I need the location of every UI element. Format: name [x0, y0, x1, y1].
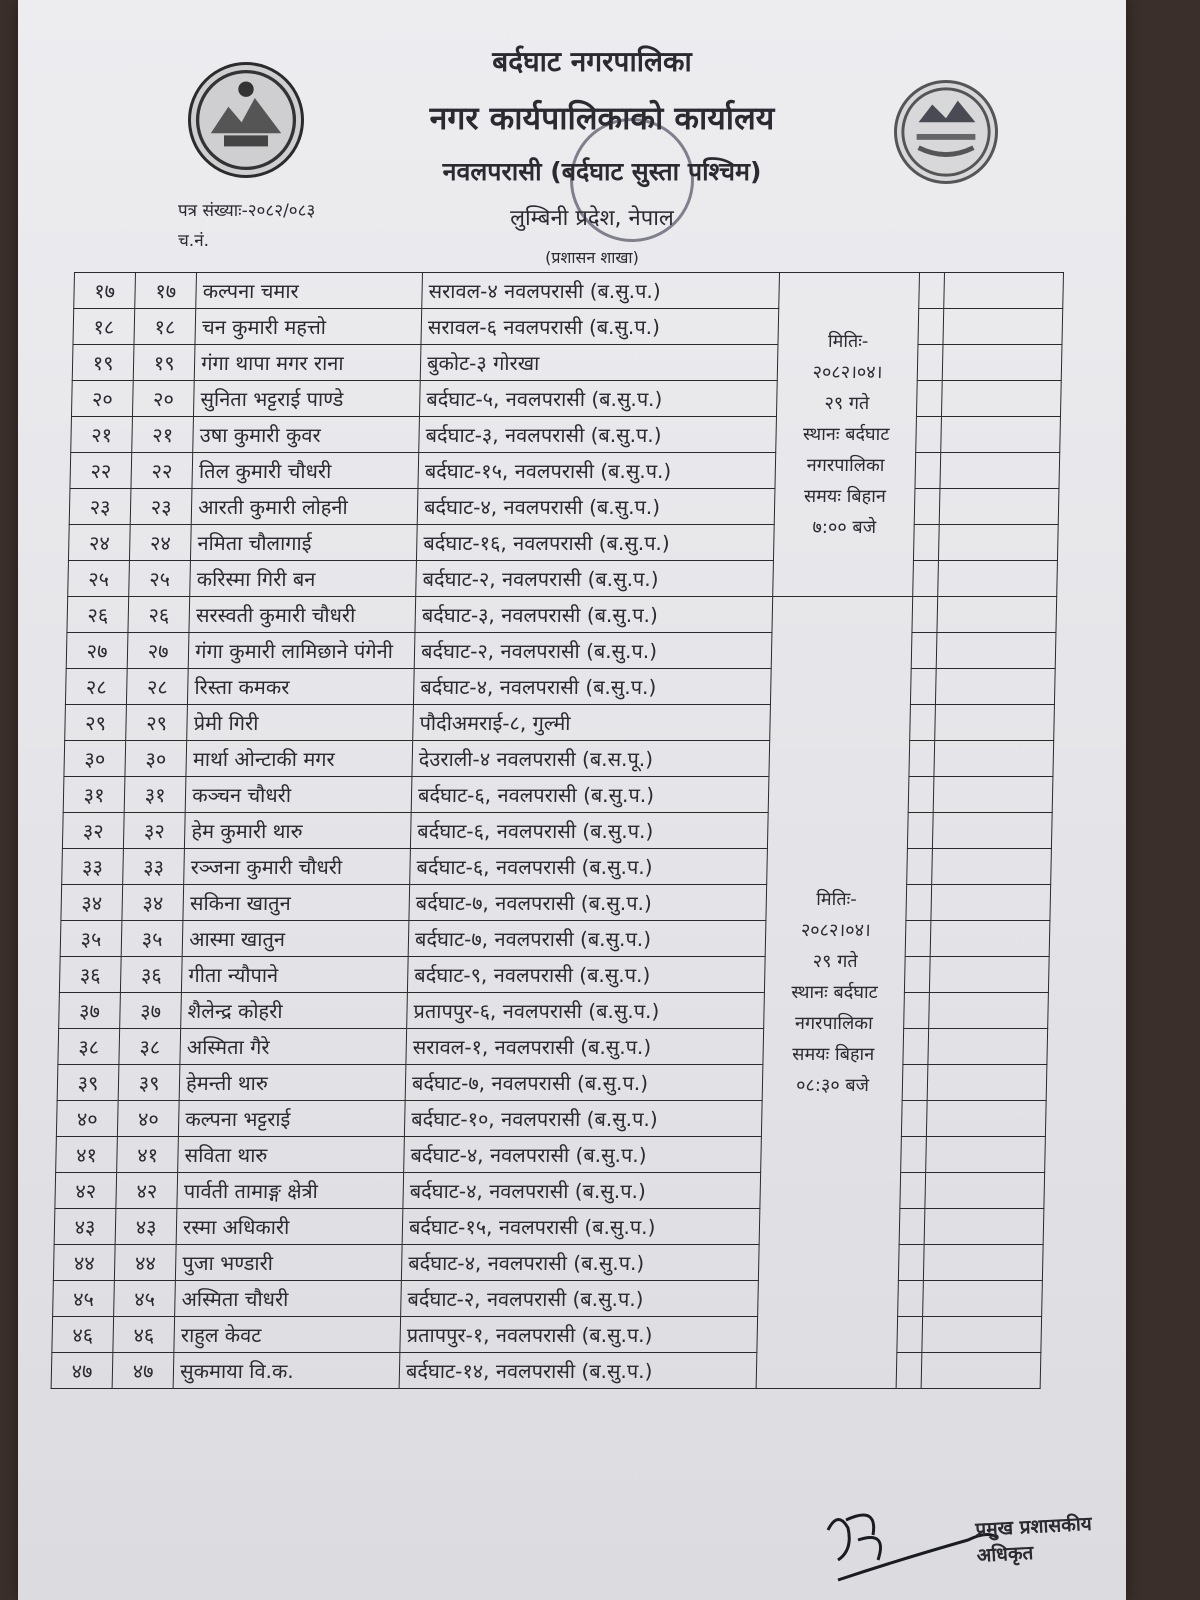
serial-number-cell: ३२: [62, 813, 124, 849]
candidate-address-cell: बर्दघाट-१६, नवलपरासी (ब.सु.प.): [416, 525, 774, 561]
candidate-address-cell: बर्दघाट-७, नवलपरासी (ब.सु.प.): [409, 885, 767, 921]
signature-cell: [944, 273, 1064, 309]
serial-number-cell: २९: [65, 705, 127, 741]
candidate-address-cell: बर्दघाट-९, नवलपरासी (ब.सु.प.): [407, 957, 765, 993]
signature-cell: [925, 1173, 1045, 1209]
signature-cell: [924, 1209, 1044, 1245]
blank-cell: [905, 957, 930, 993]
candidate-address-cell: बर्दघाट-६, नवलपरासी (ब.सु.प.): [410, 849, 768, 885]
candidate-address-cell: बर्दघाट-२, नवलपरासी (ब.सु.प.): [416, 561, 774, 597]
candidate-address-cell: प्रतापपुर-१, नवलपरासी (ब.सु.प.): [400, 1317, 758, 1353]
candidate-name-cell: पार्वती तामाङ्ग क्षेत्री: [177, 1173, 404, 1209]
roll-number-cell: २५: [129, 561, 191, 597]
roll-number-cell: २६: [128, 597, 190, 633]
serial-number-cell: ४३: [54, 1209, 116, 1245]
candidate-name-cell: सुकमाया वि.क.: [173, 1353, 400, 1389]
candidate-name-cell: गीता न्यौपाने: [182, 957, 409, 993]
candidate-address-cell: बर्दघाट-४, नवलपरासी (ब.सु.प.): [417, 489, 775, 525]
candidate-name-cell: सरस्वती कुमारी चौधरी: [189, 597, 416, 633]
roll-number-cell: २२: [131, 453, 193, 489]
signature-cell: [922, 1317, 1042, 1353]
table-row: [67, 597, 1057, 633]
candidate-name-cell: हेमन्ती थारु: [179, 1065, 406, 1101]
roll-number-cell: ३०: [125, 741, 187, 777]
municipality-name: बर्दघाट नगरपालिका: [492, 45, 692, 78]
candidate-name-cell: राहुल केवट: [174, 1317, 401, 1353]
district-line: नवलपरासी (बर्दघाट सुस्ता पश्चिम): [442, 157, 762, 186]
signature-cell: [935, 705, 1055, 741]
signature-cell: [923, 1245, 1043, 1281]
blank-cell: [903, 1029, 928, 1065]
candidate-name-cell: कञ्चन चौधरी: [185, 777, 412, 813]
serial-number-cell: २५: [68, 561, 130, 597]
candidate-address-cell: बर्दघाट-२, नवलपरासी (ब.सु.प.): [401, 1281, 759, 1317]
office-name: नगर कार्यपालिकाको कार्यालय: [429, 99, 775, 137]
candidate-address-cell: सरावल-१, नवलपरासी (ब.सु.प.): [406, 1029, 764, 1065]
roll-number-cell: ४३: [115, 1209, 177, 1245]
schedule-line: ७:०० बजे: [812, 517, 877, 538]
roll-number-cell: २०: [133, 381, 195, 417]
roll-number-cell: ३५: [121, 921, 183, 957]
blank-cell: [910, 705, 935, 741]
serial-number-cell: २८: [65, 669, 127, 705]
candidate-name-cell: सकिना खातुन: [183, 885, 410, 921]
blank-cell: [917, 381, 942, 417]
blank-cell: [902, 1065, 927, 1101]
candidate-address-cell: बर्दघाट-७, नवलपरासी (ब.सु.प.): [405, 1065, 763, 1101]
roll-number-cell: २१: [132, 417, 194, 453]
serial-number-cell: ३९: [57, 1065, 119, 1101]
candidate-name-cell: अस्मिता गैरे: [180, 1029, 407, 1065]
blank-cell: [914, 525, 939, 561]
serial-number-cell: ४७: [51, 1353, 113, 1389]
candidate-name-cell: कल्पना चमार: [196, 273, 423, 309]
signature-cell: [932, 813, 1052, 849]
signature-cell: [933, 777, 1053, 813]
blank-cell: [911, 669, 936, 705]
candidate-address-cell: बुकोट-३ गोरखा: [420, 345, 778, 381]
candidate-name-cell: मार्था ओन्टाकी मगर: [186, 741, 413, 777]
blank-cell: [899, 1245, 924, 1281]
serial-number-cell: १७: [74, 273, 136, 309]
signature-cell: [939, 489, 1059, 525]
roll-number-cell: ३३: [123, 849, 185, 885]
roll-number-cell: ४०: [117, 1101, 179, 1137]
candidate-name-cell: करिस्मा गिरी बन: [190, 561, 417, 597]
serial-number-cell: ४५: [53, 1281, 115, 1317]
blank-cell: [899, 1209, 924, 1245]
serial-number-cell: २०: [71, 381, 133, 417]
document-page: [18, 0, 1126, 1600]
signature-cell: [937, 597, 1057, 633]
signature-cell: [941, 417, 1061, 453]
candidate-name-cell: आरती कुमारी लोहनी: [191, 489, 418, 525]
serial-number-cell: ४४: [53, 1245, 115, 1281]
blank-cell: [897, 1317, 922, 1353]
serial-number-cell: ४०: [56, 1101, 118, 1137]
signature-cell: [938, 525, 1058, 561]
serial-number-cell: २६: [67, 597, 129, 633]
serial-number-cell: ४६: [52, 1317, 114, 1353]
signature-cell: [935, 669, 1055, 705]
blank-cell: [909, 777, 934, 813]
signature-cell: [929, 957, 1049, 993]
candidate-name-cell: हेम कुमारी थारु: [185, 813, 412, 849]
roll-number-cell: १७: [135, 273, 197, 309]
signature-cell: [934, 741, 1054, 777]
candidate-address-cell: बर्दघाट-७, नवलपरासी (ब.सु.प.): [408, 921, 766, 957]
roll-number-cell: ४५: [114, 1281, 176, 1317]
candidate-address-cell: देउराली-४ नवलपरासी (ब.स.पू.): [412, 741, 770, 777]
table-row: [74, 273, 1064, 309]
serial-number-cell: ४१: [56, 1137, 118, 1173]
candidate-address-cell: बर्दघाट-४, नवलपरासी (ब.सु.प.): [401, 1245, 759, 1281]
schedule-line: नगरपालिका: [794, 1013, 873, 1034]
signature-cell: [923, 1281, 1043, 1317]
candidate-name-cell: चन कुमारी महत्तो: [195, 309, 422, 345]
roll-number-cell: २८: [127, 669, 189, 705]
serial-number-cell: ३४: [61, 885, 123, 921]
candidate-name-cell: गंगा कुमारी लामिछाने पंगेनी: [188, 633, 415, 669]
candidate-address-cell: बर्दघाट-१४, नवलपरासी (ब.सु.प.): [399, 1353, 757, 1389]
serial-number-cell: ३१: [63, 777, 125, 813]
roll-number-cell: ३२: [124, 813, 186, 849]
candidate-address-cell: सरावल-४ नवलपरासी (ब.सु.प.): [422, 273, 780, 309]
reference-number: पत्र संख्याः-२०८२/०८३: [178, 201, 316, 221]
candidate-address-cell: बर्दघाट-२, नवलपरासी (ब.सु.प.): [414, 633, 772, 669]
candidate-address-cell: बर्दघाट-१०, नवलपरासी (ब.सु.प.): [404, 1101, 762, 1137]
signature-cell: [943, 309, 1063, 345]
blank-cell: [907, 849, 932, 885]
schedule-line: समयः बिहान: [803, 486, 887, 507]
signature-cell: [941, 381, 1061, 417]
candidate-address-cell: प्रतापपुर-६, नवलपरासी (ब.सु.प.): [407, 993, 765, 1029]
blank-cell: [896, 1353, 921, 1389]
serial-number-cell: ३७: [59, 993, 121, 1029]
candidate-name-cell: पुजा भण्डारी: [176, 1245, 403, 1281]
province-line: लुम्बिनी प्रदेश, नेपाल: [510, 206, 674, 231]
signature-cell: [932, 849, 1052, 885]
roll-number-cell: १९: [133, 345, 195, 381]
roll-number-cell: ३९: [118, 1065, 180, 1101]
candidate-name-cell: रिस्ता कमकर: [188, 669, 415, 705]
roll-number-cell: ३७: [120, 993, 182, 1029]
branch-line: (प्रशासन शाखा): [545, 248, 639, 267]
candidate-name-cell: रञ्जना कुमारी चौधरी: [184, 849, 411, 885]
exam-schedule-cell: [756, 597, 913, 1389]
roll-number-cell: ३४: [122, 885, 184, 921]
signature-cell: [927, 1065, 1047, 1101]
roll-number-cell: ४७: [112, 1353, 174, 1389]
blank-cell: [901, 1137, 926, 1173]
blank-cell: [898, 1281, 923, 1317]
blank-cell: [918, 309, 943, 345]
signature-cell: [938, 561, 1058, 597]
serial-number-cell: २४: [68, 525, 130, 561]
roll-number-cell: ४१: [117, 1137, 179, 1173]
blank-cell: [919, 273, 944, 309]
roll-number-cell: ४४: [114, 1245, 176, 1281]
blank-cell: [906, 885, 931, 921]
blank-cell: [908, 813, 933, 849]
roll-number-cell: ३६: [121, 957, 183, 993]
schedule-line: २०८२।०४।: [812, 362, 883, 383]
candidate-name-cell: अस्मिता चौधरी: [175, 1281, 402, 1317]
signature-cell: [940, 453, 1060, 489]
roll-number-cell: २३: [130, 489, 192, 525]
blank-cell: [900, 1173, 925, 1209]
roll-number-cell: ४२: [116, 1173, 178, 1209]
candidate-name-cell: सविता थारु: [178, 1137, 405, 1173]
serial-number-cell: १९: [72, 345, 134, 381]
candidate-name-cell: उषा कुमारी कुवर: [193, 417, 420, 453]
roll-number-cell: ३१: [124, 777, 186, 813]
candidate-address-cell: बर्दघाट-६, नवलपरासी (ब.सु.प.): [410, 813, 768, 849]
blank-cell: [913, 561, 938, 597]
signature-cell: [931, 885, 1051, 921]
serial-number-cell: ३८: [58, 1029, 120, 1065]
candidate-name-cell: प्रेमी गिरी: [187, 705, 414, 741]
candidate-name-cell: रस्मा अधिकारी: [176, 1209, 403, 1245]
candidate-name-cell: शैलेन्द्र कोहरी: [181, 993, 408, 1029]
blank-cell: [909, 741, 934, 777]
serial-number-cell: २२: [70, 453, 132, 489]
candidate-address-cell: बर्दघाट-६, नवलपरासी (ब.सु.प.): [411, 777, 769, 813]
signature-cell: [930, 921, 1050, 957]
schedule-line: नगरपालिका: [806, 455, 885, 476]
roll-number-cell: २९: [126, 705, 188, 741]
schedule-line: स्थानः बर्दघाट: [791, 982, 878, 1003]
schedule-line: ०८:३० बजे: [795, 1075, 870, 1096]
roll-number-cell: १८: [134, 309, 196, 345]
signatory-title: प्रमुख प्रशासकीय अधिकृत: [974, 1512, 1093, 1567]
serial-number-cell: ३०: [64, 741, 126, 777]
blank-cell: [916, 417, 941, 453]
blank-cell: [912, 597, 937, 633]
signature-cell: [942, 345, 1062, 381]
candidate-address-cell: बर्दघाट-५, नवलपरासी (ब.सु.प.): [420, 381, 778, 417]
candidate-address-cell: बर्दघाट-४, नवलपरासी (ब.सु.प.): [403, 1173, 761, 1209]
signature-cell: [936, 633, 1056, 669]
schedule-line: २९ गते: [812, 951, 858, 972]
candidate-address-cell: बर्दघाट-१५, नवलपरासी (ब.सु.प.): [402, 1209, 760, 1245]
signature-cell: [926, 1137, 1046, 1173]
candidate-address-cell: पौदीअमराई-८, गुल्मी: [413, 705, 771, 741]
blank-cell: [918, 345, 943, 381]
candidate-address-cell: बर्दघाट-३, नवलपरासी (ब.सु.प.): [419, 417, 777, 453]
candidate-name-cell: कल्पना भट्टराई: [179, 1101, 406, 1137]
blank-cell: [912, 633, 937, 669]
dispatch-number: च.नं.: [178, 231, 210, 251]
signature-cell: [928, 1029, 1048, 1065]
candidate-name-cell: तिल कुमारी चौधरी: [192, 453, 419, 489]
candidate-address-cell: बर्दघाट-४, नवलपरासी (ब.सु.प.): [404, 1137, 762, 1173]
roll-number-cell: २४: [130, 525, 192, 561]
serial-number-cell: २३: [69, 489, 131, 525]
schedule-line: समयः बिहान: [792, 1044, 875, 1065]
serial-number-cell: ४२: [55, 1173, 117, 1209]
signature-cell: [929, 993, 1049, 1029]
candidate-address-cell: सरावल-६ नवलपरासी (ब.सु.प.): [421, 309, 779, 345]
candidate-address-cell: बर्दघाट-१५, नवलपरासी (ब.सु.प.): [418, 453, 776, 489]
candidate-name-cell: गंगा थापा मगर राना: [194, 345, 421, 381]
exam-schedule-cell: [773, 273, 920, 597]
blank-cell: [915, 489, 940, 525]
blank-cell: [902, 1101, 927, 1137]
serial-number-cell: ३६: [59, 957, 121, 993]
candidate-name-cell: सुनिता भट्टराई पाण्डे: [194, 381, 421, 417]
signature-cell: [921, 1353, 1041, 1389]
schedule-line: २९ गते: [824, 393, 870, 414]
candidate-name-cell: आस्मा खातुन: [182, 921, 409, 957]
candidate-name-cell: नमिता चौलागाई: [191, 525, 418, 561]
schedule-line: मितिः-: [827, 331, 869, 352]
roll-number-cell: २७: [127, 633, 189, 669]
candidate-table: [51, 272, 1064, 1389]
roll-number-cell: ३८: [119, 1029, 181, 1065]
schedule-line: मितिः-: [816, 889, 857, 910]
blank-cell: [904, 993, 929, 1029]
serial-number-cell: २७: [66, 633, 128, 669]
serial-number-cell: २१: [71, 417, 133, 453]
blank-cell: [906, 921, 931, 957]
serial-number-cell: ३५: [60, 921, 122, 957]
schedule-line: २०८२।०४।: [800, 920, 871, 941]
serial-number-cell: ३३: [62, 849, 124, 885]
candidate-address-cell: बर्दघाट-३, नवलपरासी (ब.सु.प.): [415, 597, 773, 633]
blank-cell: [915, 453, 940, 489]
serial-number-cell: १८: [73, 309, 135, 345]
candidate-address-cell: बर्दघाट-४, नवलपरासी (ब.सु.प.): [413, 669, 771, 705]
schedule-line: स्थानः बर्दघाट: [802, 424, 890, 445]
roll-number-cell: ४६: [113, 1317, 175, 1353]
signature-cell: [926, 1101, 1046, 1137]
